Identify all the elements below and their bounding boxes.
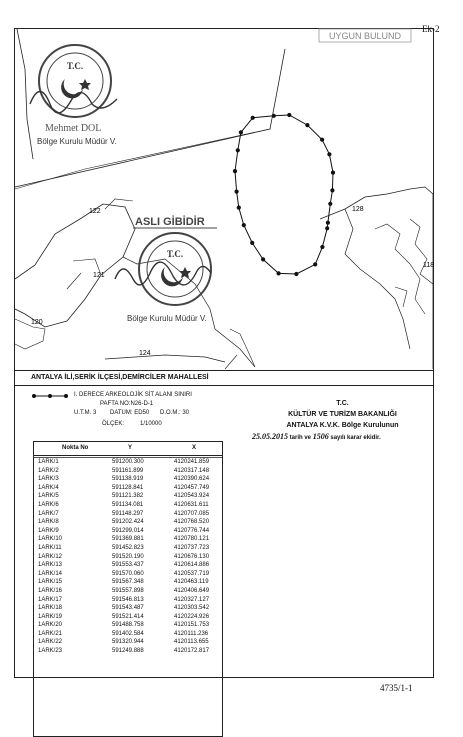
point-id: 1ARK/17 (38, 596, 63, 603)
y-coordinate: 591148.297 (112, 510, 144, 517)
uygun-stamp-text: UYGUN BULUND (328, 31, 402, 41)
table-row (34, 622, 222, 631)
boundary-point (320, 245, 324, 249)
decision-line (252, 432, 381, 441)
table-row (34, 605, 222, 614)
table-row (34, 528, 222, 537)
point-id: 1ARK/20 (38, 622, 63, 629)
boundary-point (272, 114, 276, 118)
map-legend (30, 390, 245, 436)
point-id: 1ARK/23 (38, 648, 63, 655)
table-row (34, 631, 222, 640)
column-header: X (192, 445, 197, 451)
x-coordinate: 4120543.924 (174, 493, 210, 500)
point-id: 1ARK/14 (38, 570, 63, 577)
coordinates-table (33, 441, 223, 737)
official-seal-top (39, 45, 111, 117)
x-coordinate: 4120111.236 (174, 630, 209, 637)
y-coordinate: 591369.881 (112, 536, 144, 543)
boundary-point (325, 226, 329, 230)
certified-copy-stamp: ASLI GİBİDİR (135, 216, 205, 228)
legend-pafta: PAFTA NO:N26-D-1 (100, 401, 154, 407)
table-body (34, 459, 222, 657)
y-coordinate: 591202.424 (112, 519, 144, 526)
table-header (34, 442, 222, 456)
y-coordinate: 591570.060 (112, 570, 144, 577)
y-coordinate: 591546.813 (112, 596, 144, 603)
parcel-edge (105, 199, 133, 209)
svg-text:T.C.: T.C. (66, 61, 84, 71)
authority-line: KÜLTÜR VE TURİZM BAKANLIĞI (288, 411, 397, 418)
point-id: 1ARK/21 (38, 630, 63, 637)
table-row (34, 639, 222, 648)
boundary-point (328, 202, 332, 206)
x-coordinate: 4120317.148 (174, 467, 210, 474)
table-row (34, 648, 222, 657)
y-coordinate: 591249.888 (112, 648, 144, 655)
table-row (34, 571, 222, 580)
legend-datum: DATUM: ED50 (110, 410, 150, 416)
y-coordinate: 591520.190 (112, 553, 144, 560)
legend-scale-value: 1/10000 (140, 421, 162, 427)
x-coordinate: 4120776.744 (174, 527, 210, 534)
x-coordinate: 4120172.817 (174, 648, 210, 655)
cadastral-map (15, 29, 433, 369)
x-coordinate: 4120707.085 (174, 510, 210, 517)
stamp-title: Bölge Kurulu Müdür V. (37, 137, 117, 146)
boundary-point (327, 152, 331, 156)
boundary-point (261, 257, 265, 261)
boundary-point (251, 116, 255, 120)
x-coordinate: 4120631.611 (174, 501, 209, 508)
x-coordinate: 4120463.119 (174, 579, 209, 586)
boundary-point (250, 241, 254, 245)
decision-text: tarih ve (289, 435, 312, 441)
decision-text: sayılı karar ekidir. (330, 435, 381, 441)
table-row (34, 588, 222, 597)
parcel-number: 122 (89, 208, 101, 215)
table-row (34, 554, 222, 563)
point-id: 1ARK/19 (38, 613, 63, 620)
legend-scale-label: ÖLÇEK: (102, 421, 125, 427)
table-row (34, 459, 222, 468)
boundary-point (235, 190, 239, 194)
boundary-point (305, 123, 309, 127)
legend-line-label: I. DERECE ARKEOLOJİK SİT ALANI SINIRI (74, 392, 192, 398)
parcel-edge (375, 224, 425, 314)
y-coordinate: 591521.414 (112, 613, 144, 620)
x-coordinate: 4120780.121 (174, 536, 210, 543)
x-coordinate: 4120737.723 (174, 544, 210, 551)
point-id: 1ARK/10 (38, 536, 63, 543)
y-coordinate: 591557.898 (112, 587, 144, 594)
site-boundary-polygon (235, 115, 333, 274)
authority-line: ANTALYA K.V.K. Bölge Kurulunun (286, 422, 399, 429)
table-row (34, 536, 222, 545)
decision-number: 1506 (312, 432, 329, 441)
x-coordinate: 4120457.749 (174, 484, 210, 491)
column-header: Nokta No (62, 445, 89, 451)
parcel-edge (345, 209, 410, 349)
point-id: 1ARK/5 (38, 493, 59, 500)
table-row (34, 493, 222, 502)
table-row (34, 545, 222, 554)
map-drawing (15, 29, 433, 369)
table-row (34, 502, 222, 511)
x-coordinate: 4120303.542 (174, 605, 210, 612)
point-id: 1ARK/1 (38, 459, 59, 465)
authority-line: T.C. (336, 400, 349, 407)
point-id: 1ARK/12 (38, 553, 63, 560)
parcel-edge (410, 219, 433, 284)
legend-utm: U.T.M. 3 (74, 410, 97, 416)
authority-block (250, 398, 435, 431)
table-row (34, 562, 222, 571)
boundary-point (294, 272, 298, 276)
point-id: 1ARK/15 (38, 579, 63, 586)
annex-label: Ek-2 (422, 24, 440, 34)
y-coordinate: 591299.014 (112, 527, 144, 534)
y-coordinate: 591200.300 (112, 459, 144, 465)
table-row (34, 476, 222, 485)
page-reference: 4735/1-1 (380, 683, 413, 693)
y-coordinate: 591128.841 (112, 484, 144, 491)
table-row (34, 579, 222, 588)
y-coordinate: 591488.758 (112, 622, 144, 629)
point-id: 1ARK/3 (38, 476, 59, 483)
point-id: 1ARK/8 (38, 519, 59, 526)
svg-text:T.C.: T.C. (166, 249, 184, 259)
parcel-number: 118 (423, 262, 435, 269)
x-coordinate: 4120537.719 (174, 570, 210, 577)
point-id: 1ARK/11 (38, 544, 62, 551)
y-coordinate: 591452.823 (112, 544, 144, 551)
x-coordinate: 4120614.886 (174, 562, 210, 569)
parcel-number: 128 (352, 206, 364, 213)
x-coordinate: 4120768.520 (174, 519, 210, 526)
point-id: 1ARK/9 (38, 527, 59, 534)
x-coordinate: 4120406.649 (174, 587, 210, 594)
parcel-number: 121 (93, 272, 105, 279)
x-coordinate: 4120390.624 (174, 476, 210, 483)
table-row (34, 468, 222, 477)
point-id: 1ARK/6 (38, 501, 59, 508)
y-coordinate: 591543.487 (112, 605, 144, 612)
parcel-122 (15, 204, 135, 327)
stamp-signatory: Mehmet DOL (45, 123, 102, 134)
boundary-point (236, 148, 240, 152)
boundary-point (233, 169, 237, 173)
y-coordinate: 591121.382 (112, 493, 144, 500)
y-coordinate: 591161.899 (112, 467, 144, 474)
point-id: 1ARK/18 (38, 605, 63, 612)
point-id: 1ARK/16 (38, 587, 63, 594)
boundary-point (242, 223, 246, 227)
boundary-point (239, 130, 243, 134)
y-coordinate: 591138.919 (112, 476, 144, 483)
legend-dom: D.O.M.: 30 (160, 410, 190, 416)
boundary-point (326, 221, 330, 225)
boundary-point (330, 188, 334, 192)
parcel-number: 120 (31, 319, 43, 326)
boundary-line (15, 49, 285, 187)
parcel-number: 124 (139, 350, 151, 357)
location-header (15, 370, 433, 386)
point-id: 1ARK/7 (38, 510, 59, 517)
table-row (34, 614, 222, 623)
boundary-point (320, 138, 324, 142)
table-row (34, 597, 222, 606)
y-coordinate: 591567.348 (112, 579, 144, 586)
point-id: 1ARK/22 (38, 639, 63, 646)
boundary-point (277, 271, 281, 275)
column-header: Y (128, 445, 133, 451)
boundary-point (331, 171, 335, 175)
decision-date: 25.05.2015 (252, 432, 288, 441)
x-coordinate: 4120113.655 (174, 639, 209, 646)
y-coordinate: 591134.081 (112, 501, 144, 508)
x-coordinate: 4120241.859 (174, 459, 210, 465)
x-coordinate: 4120151.753 (174, 622, 210, 629)
table-row (34, 485, 222, 494)
table-row (34, 519, 222, 528)
point-id: 1ARK/2 (38, 467, 59, 474)
x-coordinate: 4120327.127 (174, 596, 210, 603)
legend-line-sample (30, 392, 70, 400)
boundary-point (287, 113, 291, 117)
parcel-124 (105, 355, 225, 362)
official-seal-middle (139, 233, 211, 305)
y-coordinate: 591320.944 (112, 639, 144, 646)
point-id: 1ARK/4 (38, 484, 59, 491)
parcel-128 (320, 187, 433, 369)
y-coordinate: 591402.584 (112, 630, 144, 637)
stamp-title: Bölge Kurulu Müdür V. (127, 314, 207, 323)
table-row (34, 511, 222, 520)
y-coordinate: 591553.437 (112, 562, 144, 569)
header-double-rule (34, 457, 222, 458)
x-coordinate: 4120676.130 (174, 553, 210, 560)
boundary-point (313, 262, 317, 266)
x-coordinate: 4120224.926 (174, 613, 210, 620)
location-title: ANTALYA İLİ,SERİK İLÇESİ,DEMİRCİLER MAHALLESİ (31, 374, 209, 381)
boundary-point (237, 206, 241, 210)
point-id: 1ARK/13 (38, 562, 63, 569)
boundary-line (17, 29, 33, 159)
